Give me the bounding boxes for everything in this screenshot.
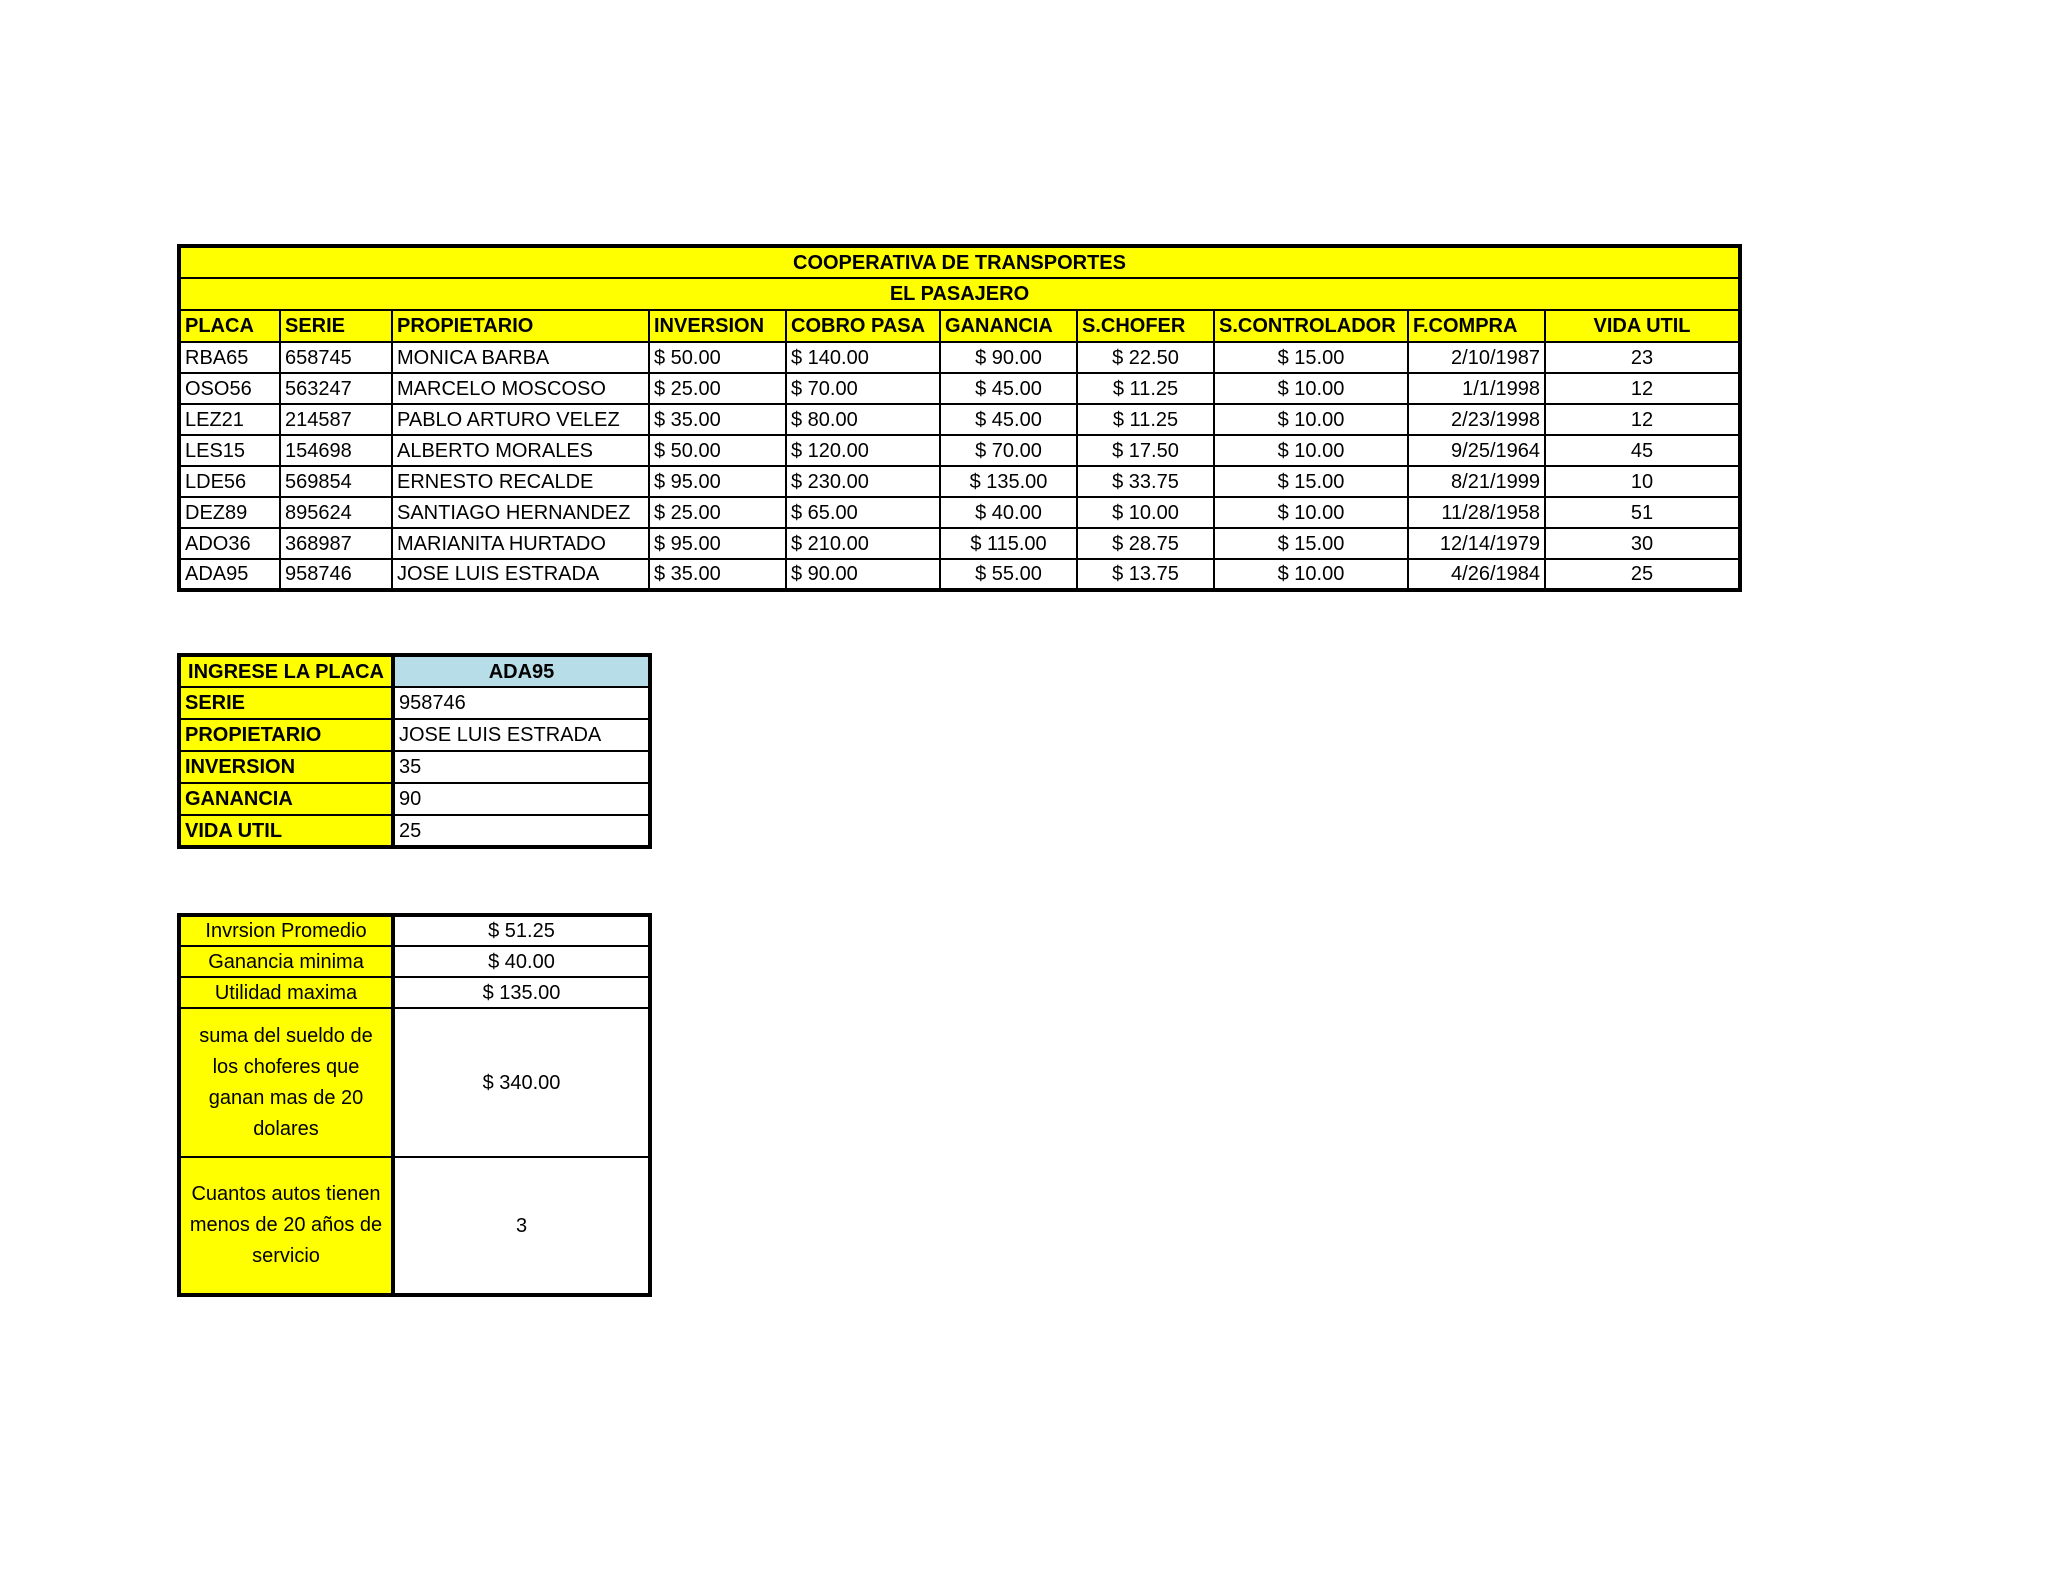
- cell-vida[interactable]: 12: [1545, 373, 1740, 404]
- cell-vida[interactable]: 45: [1545, 435, 1740, 466]
- cell-inversion[interactable]: $ 25.00: [649, 373, 786, 404]
- cell-cobro[interactable]: $ 120.00: [786, 435, 940, 466]
- cell-placa[interactable]: ADO36: [179, 528, 280, 559]
- stat-utilidad-maxima-label: Utilidad maxima: [179, 977, 393, 1008]
- header-inversion[interactable]: INVERSION: [649, 310, 786, 342]
- cell-propietario[interactable]: JOSE LUIS ESTRADA: [392, 559, 649, 590]
- cell-controlador[interactable]: $ 10.00: [1214, 497, 1408, 528]
- cell-serie[interactable]: 958746: [280, 559, 392, 590]
- cell-propietario[interactable]: MONICA BARBA: [392, 342, 649, 373]
- lookup-table: [177, 653, 652, 849]
- stat-suma-sueldo-value[interactable]: $ 340.00: [393, 1008, 650, 1157]
- cell-ganancia[interactable]: $ 45.00: [940, 404, 1077, 435]
- header-s-controlador[interactable]: S.CONTROLADOR: [1214, 310, 1408, 342]
- cell-chofer[interactable]: $ 22.50: [1077, 342, 1214, 373]
- cell-fcompra[interactable]: 2/10/1987: [1408, 342, 1545, 373]
- lookup-ganancia-value[interactable]: 90: [393, 783, 650, 815]
- cell-cobro[interactable]: $ 230.00: [786, 466, 940, 497]
- cell-placa[interactable]: LDE56: [179, 466, 280, 497]
- stat-utilidad-maxima-value[interactable]: $ 135.00: [393, 977, 650, 1008]
- header-row: [179, 310, 1740, 342]
- stat-ganancia-minima-value[interactable]: $ 40.00: [393, 946, 650, 977]
- cell-ganancia[interactable]: $ 40.00: [940, 497, 1077, 528]
- cell-serie[interactable]: 658745: [280, 342, 392, 373]
- lookup-serie-label: SERIE: [179, 687, 393, 719]
- cell-fcompra[interactable]: 2/23/1998: [1408, 404, 1545, 435]
- cell-inversion[interactable]: $ 25.00: [649, 497, 786, 528]
- cell-fcompra[interactable]: 4/26/1984: [1408, 559, 1545, 590]
- cell-cobro[interactable]: $ 210.00: [786, 528, 940, 559]
- table-row: [179, 466, 1740, 497]
- cell-chofer[interactable]: $ 13.75: [1077, 559, 1214, 590]
- cell-cobro[interactable]: $ 65.00: [786, 497, 940, 528]
- header-vida-util[interactable]: VIDA UTIL: [1545, 310, 1740, 342]
- cell-serie[interactable]: 368987: [280, 528, 392, 559]
- cell-inversion[interactable]: $ 35.00: [649, 404, 786, 435]
- cell-serie[interactable]: 563247: [280, 373, 392, 404]
- cell-vida[interactable]: 23: [1545, 342, 1740, 373]
- cell-placa[interactable]: LES15: [179, 435, 280, 466]
- stat-suma-sueldo-label: suma del sueldo de los choferes que ganan mas de 20 dolares: [179, 1008, 393, 1157]
- table-row: [179, 342, 1740, 373]
- cell-vida[interactable]: 30: [1545, 528, 1740, 559]
- lookup-propietario-label: PROPIETARIO: [179, 719, 393, 751]
- cell-propietario[interactable]: PABLO ARTURO VELEZ: [392, 404, 649, 435]
- header-cobro-pasa[interactable]: COBRO PASA: [786, 310, 940, 342]
- stat-autos-count-label: Cuantos autos tienen menos de 20 años de servicio: [179, 1157, 393, 1295]
- cell-chofer[interactable]: $ 17.50: [1077, 435, 1214, 466]
- cell-vida[interactable]: 51: [1545, 497, 1740, 528]
- cell-cobro[interactable]: $ 140.00: [786, 342, 940, 373]
- cell-cobro[interactable]: $ 70.00: [786, 373, 940, 404]
- cell-propietario[interactable]: MARCELO MOSCOSO: [392, 373, 649, 404]
- cell-vida[interactable]: 10: [1545, 466, 1740, 497]
- table-row: [179, 404, 1740, 435]
- table-row: [179, 435, 1740, 466]
- cell-chofer[interactable]: $ 11.25: [1077, 404, 1214, 435]
- header-ganancia[interactable]: GANANCIA: [940, 310, 1077, 342]
- stat-inversion-promedio-value[interactable]: $ 51.25: [393, 915, 650, 946]
- lookup-propietario-value[interactable]: JOSE LUIS ESTRADA: [393, 719, 650, 751]
- placa-input[interactable]: ADA95: [393, 655, 650, 687]
- cell-ganancia[interactable]: $ 90.00: [940, 342, 1077, 373]
- cell-serie[interactable]: 214587: [280, 404, 392, 435]
- cell-inversion[interactable]: $ 35.00: [649, 559, 786, 590]
- header-f-compra[interactable]: F.COMPRA: [1408, 310, 1545, 342]
- lookup-inversion-value[interactable]: 35: [393, 751, 650, 783]
- table-subtitle: EL PASAJERO: [179, 278, 1740, 310]
- table-row: [179, 559, 1740, 590]
- cell-ganancia[interactable]: $ 45.00: [940, 373, 1077, 404]
- lookup-vida-util-value[interactable]: 25: [393, 815, 650, 847]
- cell-serie[interactable]: 154698: [280, 435, 392, 466]
- table-row: [179, 373, 1740, 404]
- cell-controlador[interactable]: $ 10.00: [1214, 373, 1408, 404]
- cell-fcompra[interactable]: 8/21/1999: [1408, 466, 1545, 497]
- header-placa[interactable]: PLACA: [179, 310, 280, 342]
- cell-controlador[interactable]: $ 15.00: [1214, 528, 1408, 559]
- cell-fcompra[interactable]: 1/1/1998: [1408, 373, 1545, 404]
- cell-placa[interactable]: RBA65: [179, 342, 280, 373]
- stats-table: [177, 913, 652, 1297]
- table-title: COOPERATIVA DE TRANSPORTES: [179, 246, 1740, 278]
- cell-chofer[interactable]: $ 10.00: [1077, 497, 1214, 528]
- cell-placa[interactable]: ADA95: [179, 559, 280, 590]
- cell-ganancia[interactable]: $ 55.00: [940, 559, 1077, 590]
- cell-controlador[interactable]: $ 15.00: [1214, 466, 1408, 497]
- cell-placa[interactable]: DEZ89: [179, 497, 280, 528]
- cell-propietario[interactable]: MARIANITA HURTADO: [392, 528, 649, 559]
- cell-cobro[interactable]: $ 80.00: [786, 404, 940, 435]
- lookup-ganancia-label: GANANCIA: [179, 783, 393, 815]
- cell-ganancia[interactable]: $ 70.00: [940, 435, 1077, 466]
- cell-fcompra[interactable]: 9/25/1964: [1408, 435, 1545, 466]
- cell-propietario[interactable]: ERNESTO RECALDE: [392, 466, 649, 497]
- cell-chofer[interactable]: $ 11.25: [1077, 373, 1214, 404]
- cell-inversion[interactable]: $ 95.00: [649, 528, 786, 559]
- lookup-vida-util-label: VIDA UTIL: [179, 815, 393, 847]
- cell-vida[interactable]: 12: [1545, 404, 1740, 435]
- table-row: [179, 528, 1740, 559]
- lookup-inversion-label: INVERSION: [179, 751, 393, 783]
- header-serie[interactable]: SERIE: [280, 310, 392, 342]
- cell-chofer[interactable]: $ 28.75: [1077, 528, 1214, 559]
- cell-vida[interactable]: 25: [1545, 559, 1740, 590]
- cell-controlador[interactable]: $ 10.00: [1214, 404, 1408, 435]
- cell-ganancia[interactable]: $ 115.00: [940, 528, 1077, 559]
- lookup-prompt-label: INGRESE LA PLACA: [179, 655, 393, 687]
- cell-chofer[interactable]: $ 33.75: [1077, 466, 1214, 497]
- cell-controlador[interactable]: $ 10.00: [1214, 559, 1408, 590]
- cell-cobro[interactable]: $ 90.00: [786, 559, 940, 590]
- cell-fcompra[interactable]: 12/14/1979: [1408, 528, 1545, 559]
- cell-placa[interactable]: LEZ21: [179, 404, 280, 435]
- header-propietario[interactable]: PROPIETARIO: [392, 310, 649, 342]
- cell-controlador[interactable]: $ 10.00: [1214, 435, 1408, 466]
- transport-table: [177, 244, 1742, 592]
- stat-inversion-promedio-label: Invrsion Promedio: [179, 915, 393, 946]
- table-row: [179, 497, 1740, 528]
- cell-serie[interactable]: 895624: [280, 497, 392, 528]
- cell-inversion[interactable]: $ 50.00: [649, 435, 786, 466]
- cell-controlador[interactable]: $ 15.00: [1214, 342, 1408, 373]
- cell-inversion[interactable]: $ 50.00: [649, 342, 786, 373]
- lookup-serie-value[interactable]: 958746: [393, 687, 650, 719]
- cell-serie[interactable]: 569854: [280, 466, 392, 497]
- header-s-chofer[interactable]: S.CHOFER: [1077, 310, 1214, 342]
- stat-autos-count-value[interactable]: 3: [393, 1157, 650, 1295]
- cell-placa[interactable]: OSO56: [179, 373, 280, 404]
- cell-inversion[interactable]: $ 95.00: [649, 466, 786, 497]
- cell-ganancia[interactable]: $ 135.00: [940, 466, 1077, 497]
- cell-propietario[interactable]: SANTIAGO HERNANDEZ: [392, 497, 649, 528]
- cell-propietario[interactable]: ALBERTO MORALES: [392, 435, 649, 466]
- cell-fcompra[interactable]: 11/28/1958: [1408, 497, 1545, 528]
- stat-ganancia-minima-label: Ganancia minima: [179, 946, 393, 977]
